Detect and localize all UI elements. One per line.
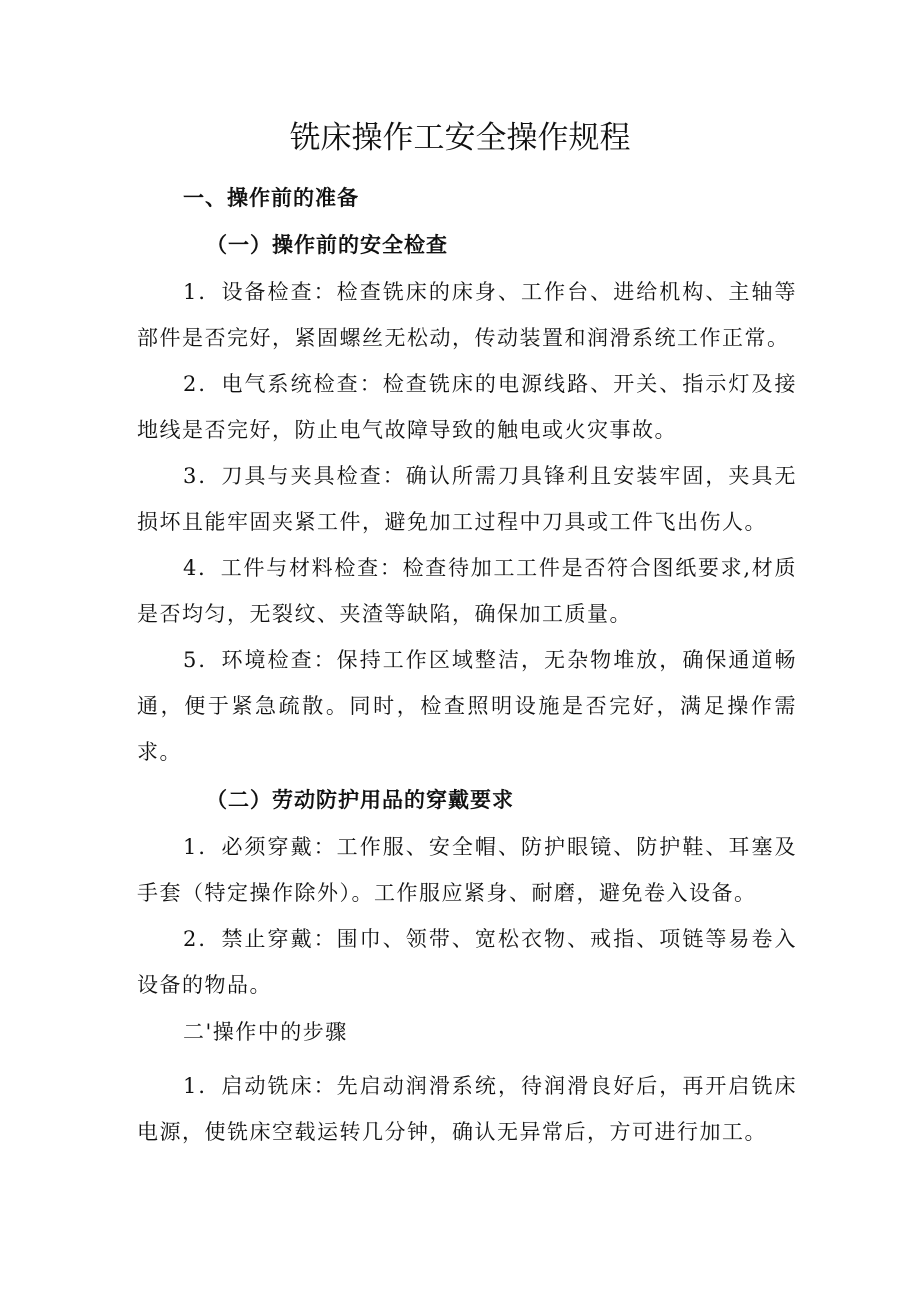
paragraph-start-milling-machine: 1．启动铣床：先启动润滑系统，待润滑良好后，再开启铣床电源，使铣床空载运转几分钟，确认无异常后，方可进行加工。: [137, 1074, 797, 1144]
paragraph-must-wear: 1．必须穿戴：工作服、安全帽、防护眼镜、防护鞋、耳塞及手套（特定操作除外）。工作服应紧身、耐磨，避免卷入设备。: [137, 835, 797, 905]
subsection-heading-ppe: （二）劳动防护用品的穿戴要求: [206, 788, 514, 812]
document-title: 铣床操作工安全操作规程: [289, 120, 631, 156]
section-heading-operation-steps: 二'操作中的步骤: [183, 1020, 348, 1044]
paragraph-forbidden-wear: 2．禁止穿戴：围巾、领带、宽松衣物、戒指、项链等易卷入设备的物品。: [137, 927, 797, 997]
paragraph-equipment-check: 1．设备检查：检查铣床的床身、工作台、进给机构、主轴等部件是否完好，紧固螺丝无松动，传动装置和润滑系统工作正常。: [137, 280, 797, 350]
paragraph-workpiece-check: 4．工件与材料检查：检查待加工工件是否符合图纸要求,材质是否均匀，无裂纹、夹渣等缺陷，确保加工质量。: [137, 556, 797, 626]
paragraph-environment-check: 5．环境检查：保持工作区域整洁，无杂物堆放，确保通道畅通，便于紧急疏散。同时，检查照明设施是否完好，满足操作需求。: [137, 648, 797, 764]
section-heading-preparation: 一、操作前的准备: [183, 186, 359, 210]
subsection-heading-safety-check: （一）操作前的安全检查: [206, 233, 448, 257]
paragraph-tool-fixture-check: 3．刀具与夹具检查：确认所需刀具锋利且安装牢固，夹具无损坏且能牢固夹紧工件，避免加工过程中刀具或工件飞出伤人。: [137, 464, 797, 534]
paragraph-electrical-check: 2．电气系统检查：检查铣床的电源线路、开关、指示灯及接地线是否完好，防止电气故障导致的触电或火灾事故。: [137, 372, 797, 442]
